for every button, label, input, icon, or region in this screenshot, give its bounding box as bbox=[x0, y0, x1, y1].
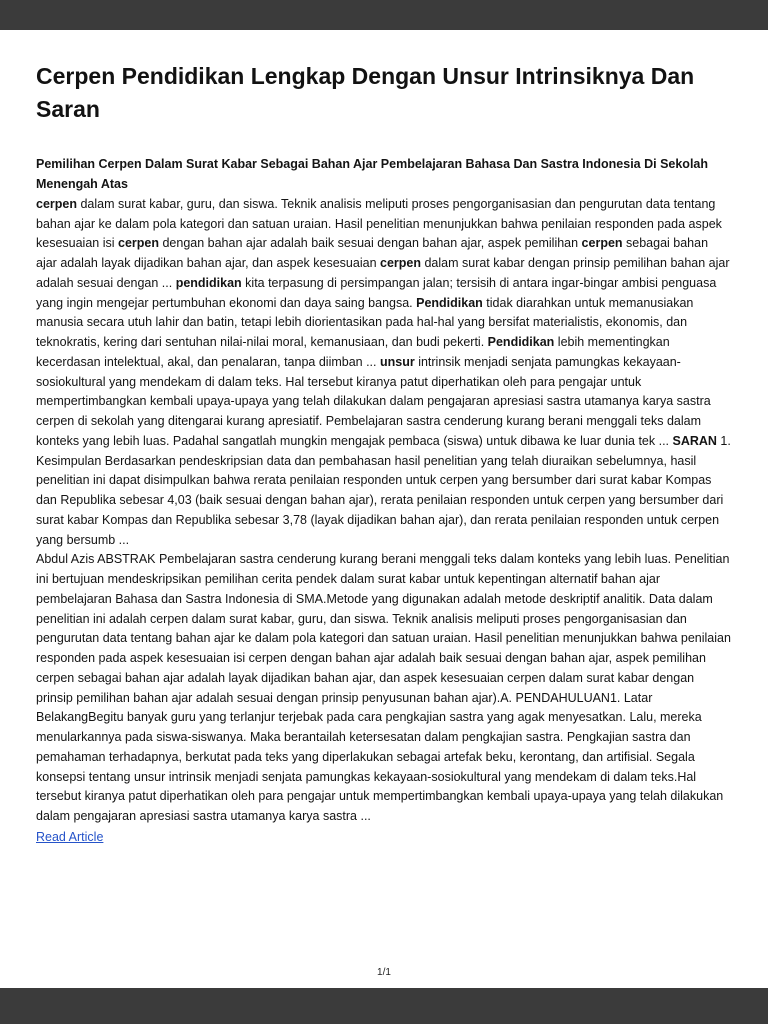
bold-term: Pendidikan bbox=[416, 295, 483, 310]
document-page bbox=[0, 30, 768, 988]
text-segment: dengan bahan ajar adalah baik sesuai dengan bahan ajar, aspek pemilihan bbox=[159, 236, 582, 251]
text-segment: dalam surat kabar dengan prinsip pemilihan bahan ajar adalah sesuai dengan ... bbox=[36, 256, 730, 290]
bold-term: unsur bbox=[379, 354, 415, 369]
text-segment: intrinsik menjadi senjata pamungkas kekayaan-sosiokultural yang mendekam di dalam teks. Hal tersebut kiranya patut diperhatikan oleh para pengajar untuk mempertimbangkan kembali upaya-upaya yang telah dilakukan dalam pengajaran apresiasi sastra utamanya karya sastra cerpen di sekolah yang ditengarai kurang apresiatif. Pembelajaran sastra cenderung kurang berani menggali teks dalam konteks yang lebih luas. Padahal sangatlah mungkin mengajak pembaca (siswa) untuk dibawa ke luar dunia tek ... bbox=[36, 354, 711, 448]
page-title: Cerpen Pendidikan Lengkap Dengan Unsur Intrinsiknya Dan Saran bbox=[36, 63, 695, 122]
text-segment: kita terpasung di persimpangan jalan; tersisih di antara ingar-bingar ambisi penguasa yang ingin mengejar pertumbuhan ekonomi dan daya saing bangsa. bbox=[36, 275, 717, 310]
article-excerpt bbox=[36, 195, 732, 551]
text-segment: sebagai bahan ajar adalah layak dijadikan bahan ajar, dan aspek kesesuaian bbox=[36, 236, 709, 271]
bold-term: cerpen bbox=[581, 236, 623, 251]
viewer-bottom-bar bbox=[0, 988, 768, 1024]
text-segment: 1. Kesimpulan Berdasarkan pendeskripsian data dan pembahasan hasil penelitian yang telah diuraikan sebelumnya, hasil penelitian ini dapat disimpulkan bahwa rerata penilaian responden untuk cerpen yang bersumber dari surat kabar Kompas dan Republika sebesar 4,03 (baik sesuai dengan bahan ajar), rerata penilaian responden untuk cerpen yang bersumber dari surat kabar Kompas dan Republika sebesar 3,78 (layak dijadikan bahan ajar), dan rerata penilaian responden untuk cerpen yang bersumb ... bbox=[36, 433, 731, 547]
bold-term: Pendidikan bbox=[487, 335, 555, 350]
document-content bbox=[36, 60, 732, 961]
text-segment: lebih mementingkan kecerdasan intelektual, akal, dan penalaran, tanpa diimban ... bbox=[36, 335, 670, 369]
bold-term: cerpen bbox=[36, 196, 77, 211]
bold-term: SARAN bbox=[672, 433, 717, 448]
bold-term: cerpen bbox=[380, 256, 421, 271]
viewer-top-bar bbox=[0, 0, 768, 30]
bold-term: cerpen bbox=[118, 236, 159, 251]
text-segment: tidak diarahkan untuk memanusiakan manusia secara utuh lahir dan batin, tetapi lebih diorientasikan pada hal-hal yang bersifat materialistis, ekonomis, dan teknokratis, kering dari sentuhan nilai-nilai moral, kemanusiaan, dan budi pekerti. bbox=[36, 295, 694, 350]
bold-term: pendidikan bbox=[175, 275, 242, 290]
read-article-link[interactable]: Read Article bbox=[36, 829, 104, 844]
section-heading: Pemilihan Cerpen Dalam Surat Kabar Sebagai Bahan Ajar Pembelajaran Bahasa Dan Sastra Indonesia Di Sekolah Menengah Atas bbox=[36, 157, 709, 192]
article-abstract: Abdul Azis ABSTRAK Pembelajaran sastra cenderung kurang berani menggali teks dalam konteks yang lebih luas. Penelitian ini bertujuan mendeskripsikan pemilihan cerita pendek dalam surat kabar untuk kepentingan alternatif bahan ajar pembelajaran Bahasa dan Sastra Indonesia di SMA.Metode yang digunakan adalah metode deskriptif analitik. Data dalam penelitian ini adalah cerpen dalam surat kabar, guru, dan siswa. Teknik analisis meliputi proses pengorganisasian dan pengurutan data tentang bahan ajar ke dalam pola kategori dan satuan uraian. Hasil penelitian menunjukkan bahwa penilaian responden pada aspek kesesuaian isi cerpen dengan bahan ajar adalah baik sesuai dengan bahan ajar, aspek pemilihan cerpen sebagai bahan ajar adalah layak dijadikan bahan ajar, dan aspek kesesuaian cerpen dalam surat kabar dengan prinsip pemilihan bahan ajar adalah sesuai dengan prinsip penyusunan bahan ajar).A. PENDAHULUAN1. Latar BelakangBegitu banyak guru yang terlanjur terjebak pada cara pengkajian sastra yang agak menyesatkan. Lalu, mereka menularkannya pada siswa-siswanya. Maka berantailah ketersesatan dalam pengkajian sastra. Pengkajian sastra dan pemahaman terhadapnya, berkutat pada teks yang diperlakukan sebagai artefak beku, kerontang, dan artifisial. Segala konsepsi tentang unsur intrinsik menjadi senjata pamungkas kekayaan-sosiokultural yang mendekam di dalam teks.Hal tersebut kiranya patut diperhatikan oleh para pengajar untuk mempertimbangkan kembali upaya-upaya yang telah dilakukan dalam pengajaran apresiasi sastra utamanya karya sastra ... bbox=[36, 552, 731, 824]
page-number: 1/1 bbox=[377, 967, 391, 978]
text-segment: dalam surat kabar, guru, dan siswa. Teknik analisis meliputi proses pengorganisasian dan pengurutan data tentang bahan ajar ke dalam pola kategori dan satuan uraian. Hasil penelitian menunjukkan bahwa penilaian responden pada aspek kesesuaian isi bbox=[36, 196, 722, 251]
